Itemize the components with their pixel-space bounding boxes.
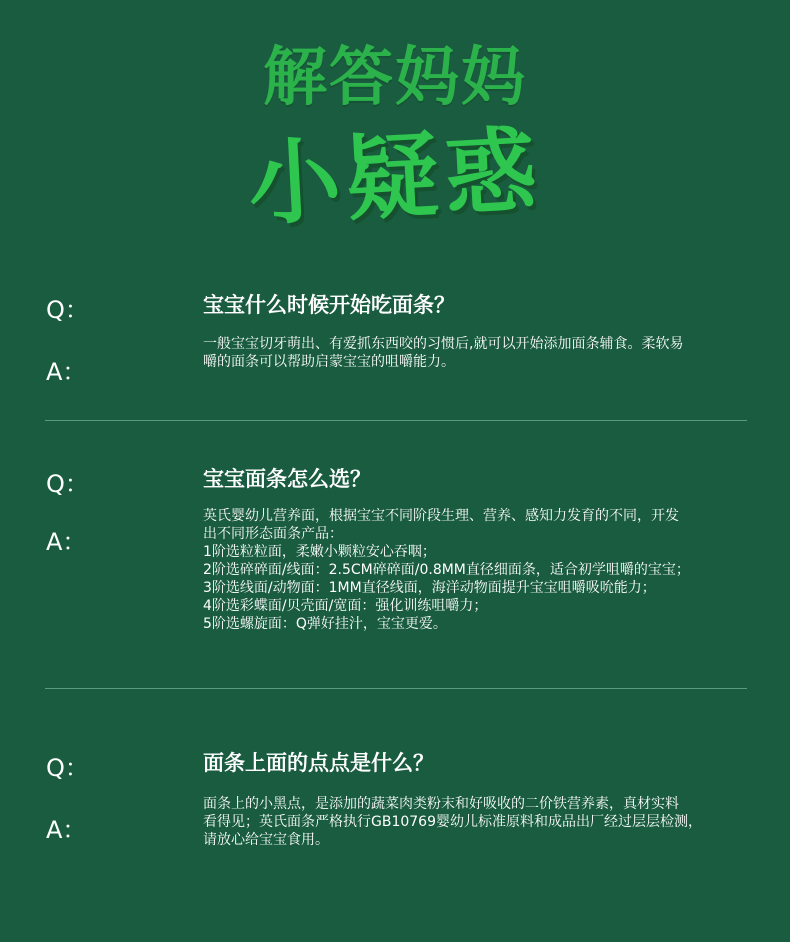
title-line-2: 小疑惑 (245, 116, 545, 239)
answer-line: 1阶选粒粒面，柔嫩小颗粒安心吞咽； (203, 544, 436, 560)
answer-line: 请放心给宝宝食用。 (203, 832, 329, 848)
qa-item-1 (0, 286, 790, 396)
answer-line: 2阶选碎碎面/线面：2.5CM碎碎面/0.8MM直径细面条，适合初学咀嚼的宝宝； (203, 562, 690, 578)
q-label: Q： (46, 296, 89, 324)
a-label: A： (46, 358, 87, 386)
q-label: Q： (46, 470, 89, 498)
header (0, 0, 790, 239)
divider (45, 420, 747, 421)
answer-line: 出不同形态面条产品： (203, 526, 343, 542)
answer-line: 一般宝宝切牙萌出、有爱抓东西咬的习惯后,就可以开始添加面条辅食。柔软易 (203, 336, 684, 352)
answer-line: 嚼的面条可以帮助启蒙宝宝的咀嚼能力。 (203, 354, 455, 370)
answer-line: 看得见；英氏面条严格执行GB10769婴幼儿标准原料和成品出厂经过层层检测， (203, 814, 702, 830)
question-text: 宝宝面条怎么选？ (203, 467, 371, 491)
answer-line: 5阶选螺旋面：Q弹好挂汁，宝宝更爱。 (203, 616, 447, 632)
question-text: 宝宝什么时候开始吃面条？ (203, 293, 455, 317)
answer-text (203, 795, 748, 849)
answer-line: 4阶选彩蝶面/贝壳面/宽面：强化训练咀嚼力； (203, 598, 488, 614)
qa-item-3 (0, 744, 790, 874)
q-label: Q： (46, 754, 89, 782)
answer-text (203, 335, 748, 371)
a-label: A： (46, 528, 87, 556)
question-text: 面条上面的点点是什么？ (203, 751, 434, 775)
answer-line: 英氏婴幼儿营养面，根据宝宝不同阶段生理、营养、感知力发育的不同，开发 (203, 508, 679, 524)
answer-text (203, 507, 748, 633)
a-label: A： (46, 816, 87, 844)
answer-line: 3阶选线面/动物面：1MM直径线面，海洋动物面提升宝宝咀嚼吸吮能力； (203, 580, 656, 596)
title-line-1: 解答妈妈 (263, 41, 527, 115)
qa-item-2 (0, 460, 790, 650)
divider (45, 688, 747, 689)
answer-line: 面条上的小黑点，是添加的蔬菜肉类粉末和好吸收的二价铁营养素，真材实料 (203, 796, 679, 812)
